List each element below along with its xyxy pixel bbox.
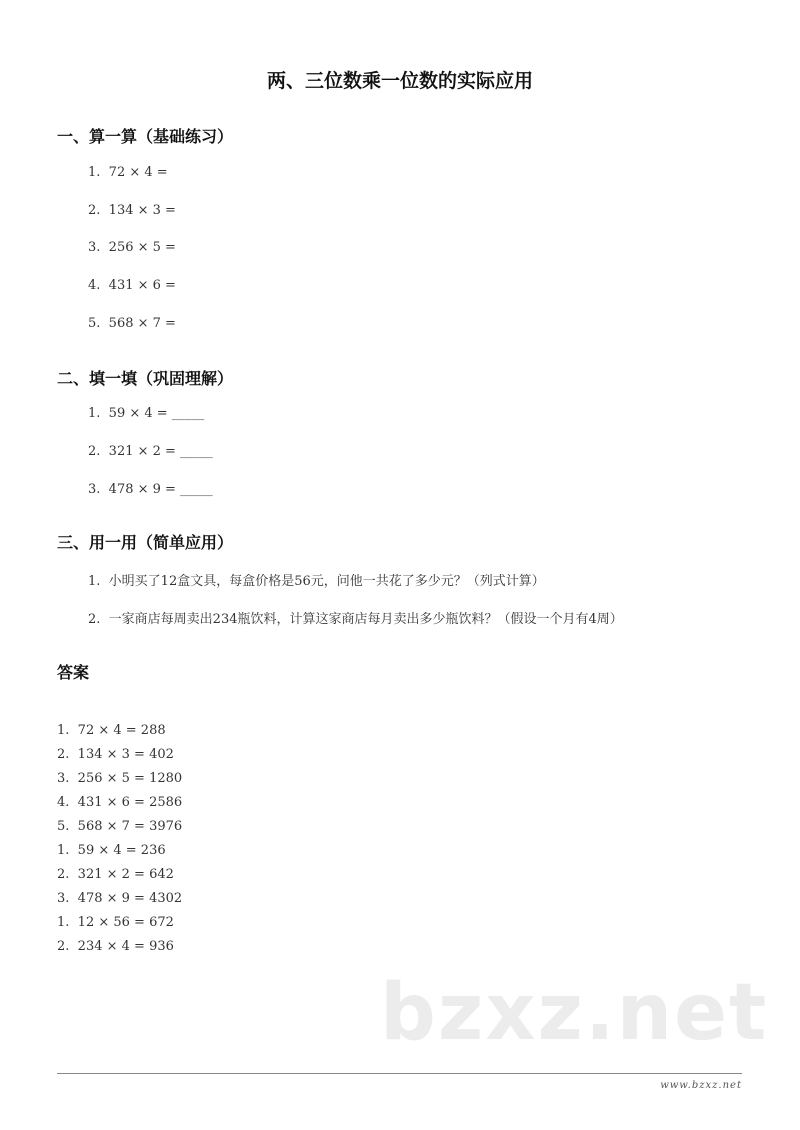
answer-line: 3. 256 × 5 = 1280 xyxy=(57,771,183,786)
section-heading-basic-practice: 一、算一算（基础练习） xyxy=(57,127,234,146)
fill-blank-item: 1. 59 × 4 = _____ xyxy=(88,406,205,421)
page-title: 两、三位数乘一位数的实际应用 xyxy=(266,70,533,92)
answer-line: 3. 478 × 9 = 4302 xyxy=(57,891,183,906)
watermark-text: bzxz.net xyxy=(380,968,769,1058)
problem-item: 3. 256 × 5 = xyxy=(88,240,176,255)
word-problem-item: 2. 一家商店每周卖出234瓶饮料，计算这家商店每月卖出多少瓶饮料？（假设一个月有4周） xyxy=(88,612,623,627)
section-heading-application: 三、用一用（简单应用） xyxy=(57,533,234,552)
fill-blank-item: 3. 478 × 9 = _____ xyxy=(88,482,213,497)
answers-heading: 答案 xyxy=(57,663,90,682)
footer-url: www.bzxz.net xyxy=(660,1080,742,1091)
answer-line: 1. 72 × 4 = 288 xyxy=(57,723,166,738)
answer-line: 1. 12 × 56 = 672 xyxy=(57,915,174,930)
problem-item: 4. 431 × 6 = xyxy=(88,278,176,293)
answer-line: 4. 431 × 6 = 2586 xyxy=(57,795,183,810)
answer-line: 2. 321 × 2 = 642 xyxy=(57,867,174,882)
answer-line: 5. 568 × 7 = 3976 xyxy=(57,819,183,834)
answer-line: 1. 59 × 4 = 236 xyxy=(57,843,166,858)
problem-item: 5. 568 × 7 = xyxy=(88,316,176,331)
problem-item: 2. 134 × 3 = xyxy=(88,203,176,218)
section-heading-consolidation: 二、填一填（巩固理解） xyxy=(57,369,234,388)
answer-line: 2. 134 × 3 = 402 xyxy=(57,747,174,762)
word-problem-item: 1. 小明买了12盒文具，每盒价格是56元，问他一共花了多少元？（列式计算） xyxy=(88,574,545,589)
answer-line: 2. 234 × 4 = 936 xyxy=(57,939,174,954)
problem-item: 1. 72 × 4 = xyxy=(88,165,168,180)
footer-divider xyxy=(57,1073,742,1074)
fill-blank-item: 2. 321 × 2 = _____ xyxy=(88,444,213,459)
